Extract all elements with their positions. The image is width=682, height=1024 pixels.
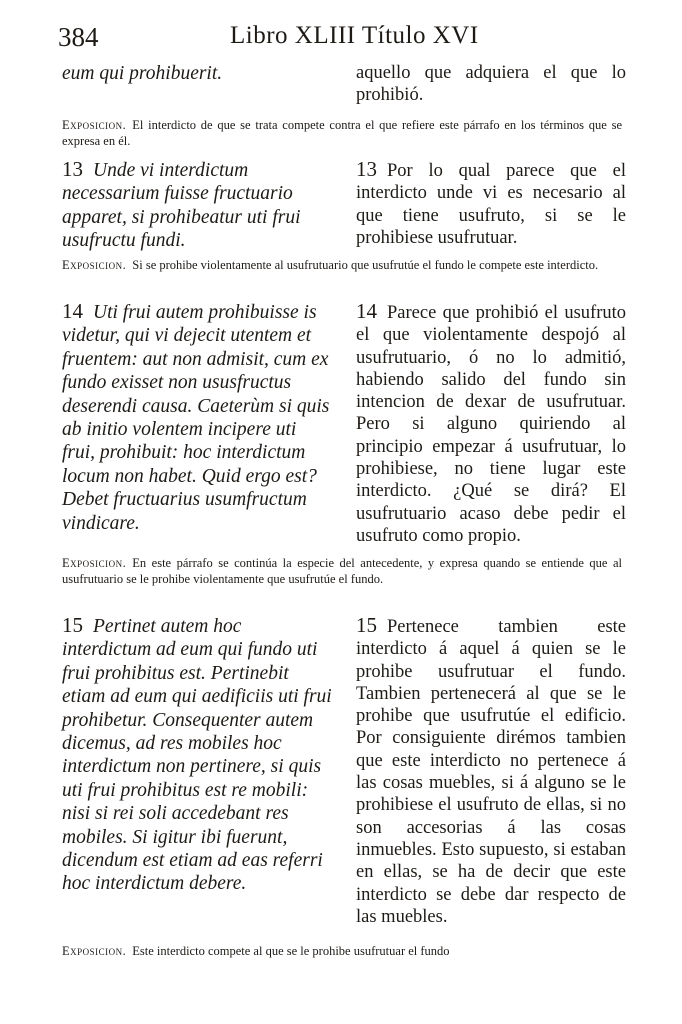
exposition-note-1 — [62, 118, 622, 149]
spanish-text: Parece que prohibió el usufruto el que violentamente despojó al usufrutuario, ó no lo admitió, habiendo salido del fundo sin intencion de dexar de usufrutuar. Pero si alguno quiriendo al principio empezar á usufrutuar, lo prohibiese, no tiene lugar este interdicto. ¿Qué se dirá? El usufrutuario acaso debe pedir el usufruto como propio. — [356, 303, 626, 546]
spanish-column — [356, 614, 626, 928]
latin-text: Pertinet autem hoc interdictum ad eum qui fundo uti frui prohibitus est. Pertinebit etiam ad eum qui aedificiis uti frui prohibetur. Consequenter autem dicemus, ad res mobiles hoc interdictum non pertinere, si quis uti frui prohibitus est re mobili: nisi si rei soli accedebant res mobiles. Si igitur ibi fuerunt, dicendum est etiam ad eas referri hoc interdictum debere. — [62, 616, 332, 895]
exposition-label: Exposicion. — [62, 118, 127, 132]
running-title: Libro XLIII Título XVI — [230, 22, 479, 49]
latin-column — [62, 300, 332, 535]
exposition-note-3 — [62, 556, 622, 587]
section-15 — [62, 613, 626, 934]
spanish-text: Pertenece tambien este interdicto á aquel á quien se le prohibe usufrutuar el fundo. Tambien pertenecerá al que se le prohibe que usufrutúe el edificio. Por consiguiente dirémos tambien que este interdicto no pertenece á las cosas muebles, si á alguno se le prohibiese el usufruto de ellas, si no son accesorias á las cosas inmuebles. Esto supuesto, si estaban en ellas, se ha de decir que este interdicto se debe dar respecto de las muebles. — [356, 617, 626, 927]
section-14 — [62, 299, 626, 550]
exposition-note-4 — [62, 944, 622, 960]
latin-text: Uti frui autem prohibuisse is videtur, qui vi dejecit utentem et fruentem: aut non admisit, cum ex fundo exisset non ususfructus deserendi causa. Caeterùm si quis ab initio volentem incipere uti frui, prohibuit: hoc interdictum locum non habet. Quid ergo est? Debet fructuarius usumfructum vindicare. — [62, 302, 330, 534]
latin-column — [62, 62, 332, 85]
exposition-label: Exposicion. — [62, 258, 127, 272]
exposition-text: Este interdicto compete al que se le prohibe usufrutuar el fundo — [132, 944, 450, 958]
section-number: 14 — [356, 299, 377, 323]
exposition-text: En este párrafo se continúa la especie del antecedente, y expresa quando se entiende que al usufrutuario se le prohibe violentamente que usufrutúe el fundo. — [62, 556, 622, 586]
section-number: 13 — [62, 157, 83, 181]
page-number: 384 — [58, 22, 99, 52]
exposition-note-2 — [62, 258, 622, 274]
exposition-label: Exposicion. — [62, 556, 127, 570]
spanish-column — [356, 158, 626, 249]
section-number: 14 — [62, 299, 83, 323]
spanish-column — [356, 62, 626, 107]
section-13 — [62, 157, 626, 258]
exposition-text: Si se prohibe violentamente al usufrutuario que usufrutúe el fundo le compete este interdicto. — [132, 258, 599, 272]
spanish-column — [356, 300, 626, 547]
spanish-text: Por lo qual parece que el interdicto unde vi es necesario al que tiene usufruto, si se le prohibiese usufrutuar. — [356, 161, 626, 248]
continuation-row — [62, 62, 626, 112]
page-header — [58, 22, 628, 58]
exposition-text: El interdicto de que se trata compete contra el que refiere este párrafo en los términos que se expresa en él. — [62, 118, 622, 148]
spanish-continuation: aquello que adquiera el que lo prohibió. — [356, 63, 626, 106]
latin-column — [62, 158, 332, 253]
section-number: 13 — [356, 157, 377, 181]
section-number: 15 — [356, 613, 377, 637]
latin-column — [62, 614, 332, 896]
latin-continuation: eum qui prohibuerit. — [62, 63, 223, 84]
latin-text: Unde vi interdictum necessarium fuisse fructuario apparet, si prohibeatur uti frui usufructu fundi. — [62, 160, 301, 252]
exposition-label: Exposicion. — [62, 944, 127, 958]
section-number: 15 — [62, 613, 83, 637]
